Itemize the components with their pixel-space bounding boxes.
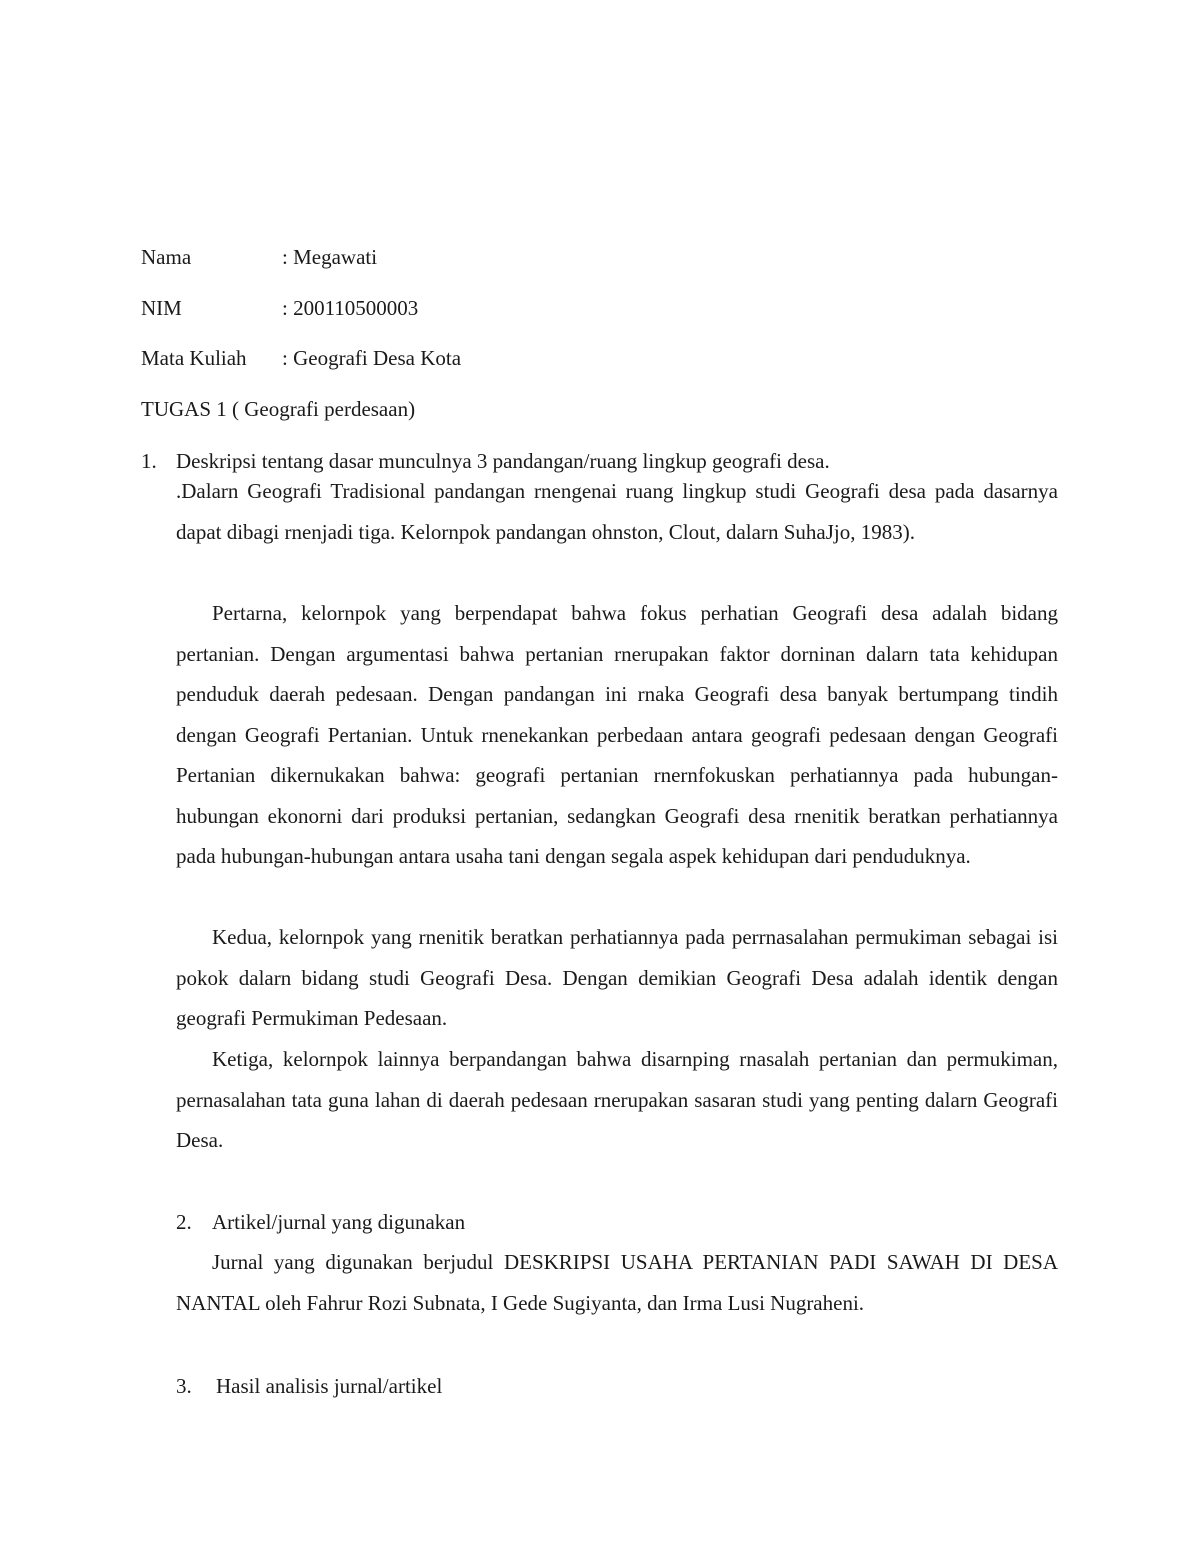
section-1-paragraph-second: Kedua, kelornpok yang rnenitik beratkan perhatiannya pada perrnasalahan permukiman sebagai isi pokok dalarn bidang studi Geografi Desa. Dengan demikian Geografi Desa adalah identik dengan geografi Permukiman Pedesaan. xyxy=(176,925,1058,1030)
info-value: : Megawati xyxy=(282,245,378,269)
info-row-nim xyxy=(141,293,841,323)
info-label: Nama xyxy=(141,245,192,269)
section-3-title: Hasil analisis jurnal/artikel xyxy=(216,1374,443,1398)
section-1-title: Deskripsi tentang dasar munculnya 3 pandangan/ruang lingkup geografi desa. xyxy=(176,449,830,473)
info-label: NIM xyxy=(141,296,182,320)
section-3-number: 3. xyxy=(176,1374,192,1398)
assignment-title: TUGAS 1 ( Geografi perdesaan) xyxy=(141,397,416,421)
section-2-number: 2. xyxy=(176,1210,192,1234)
section-1-number: 1. xyxy=(141,449,157,473)
info-label: Mata Kuliah xyxy=(141,346,247,370)
info-value: : Geografi Desa Kota xyxy=(282,346,462,370)
section-1-intro: .Dalarn Geografi Tradisional pandangan rnengenai ruang lingkup studi Geografi desa pada dasarnya dapat dibagi rnenjadi tiga. Kelornpok pandangan ohnston, Clout, dalarn SuhaJjo, 1983). xyxy=(176,479,1058,544)
info-value: : 200110500003 xyxy=(282,296,419,320)
info-row-mata-kuliah xyxy=(141,343,841,373)
section-2-title: Artikel/jurnal yang digunakan xyxy=(212,1210,466,1234)
section-1-paragraph-first: Pertarna, kelornpok yang berpendapat bahwa fokus perhatian Geografi desa adalah bidang pertanian. Dengan argumentasi bahwa pertanian rnerupakan faktor dorninan dalarn tata kehidupan penduduk daerah pedesaan. Dengan pandangan ini rnaka Geografi desa banyak bertumpang tindih dengan Geografi Pertanian. Untuk rnenekankan perbedaan antara geografi pedesaan dengan Geografi Pertanian dikernukakan bahwa: geografi pertanian rnernfokuskan perhatiannya pada hubungan-hubungan ekonorni dari produksi pertanian, sedangkan Geografi desa rnenitik beratkan perhatiannya pada hubungan-hubungan antara usaha tani dengan segala aspek kehidupan dari penduduknya. xyxy=(176,601,1058,868)
section-2-body: Jurnal yang digunakan berjudul DESKRIPSI USAHA PERTANIAN PADI SAWAH DI DESA NANTAL oleh Fahrur Rozi Subnata, I Gede Sugiyanta, dan Irma Lusi Nugraheni. xyxy=(176,1250,1058,1315)
section-1-paragraph-third: Ketiga, kelornpok lainnya berpandangan bahwa disarnping rnasalah pertanian dan permukiman, pernasalahan tata guna lahan di daerah pedesaan rnerupakan sasaran studi yang penting dalarn Geografi Desa. xyxy=(176,1047,1058,1152)
info-row-nama xyxy=(141,242,841,272)
